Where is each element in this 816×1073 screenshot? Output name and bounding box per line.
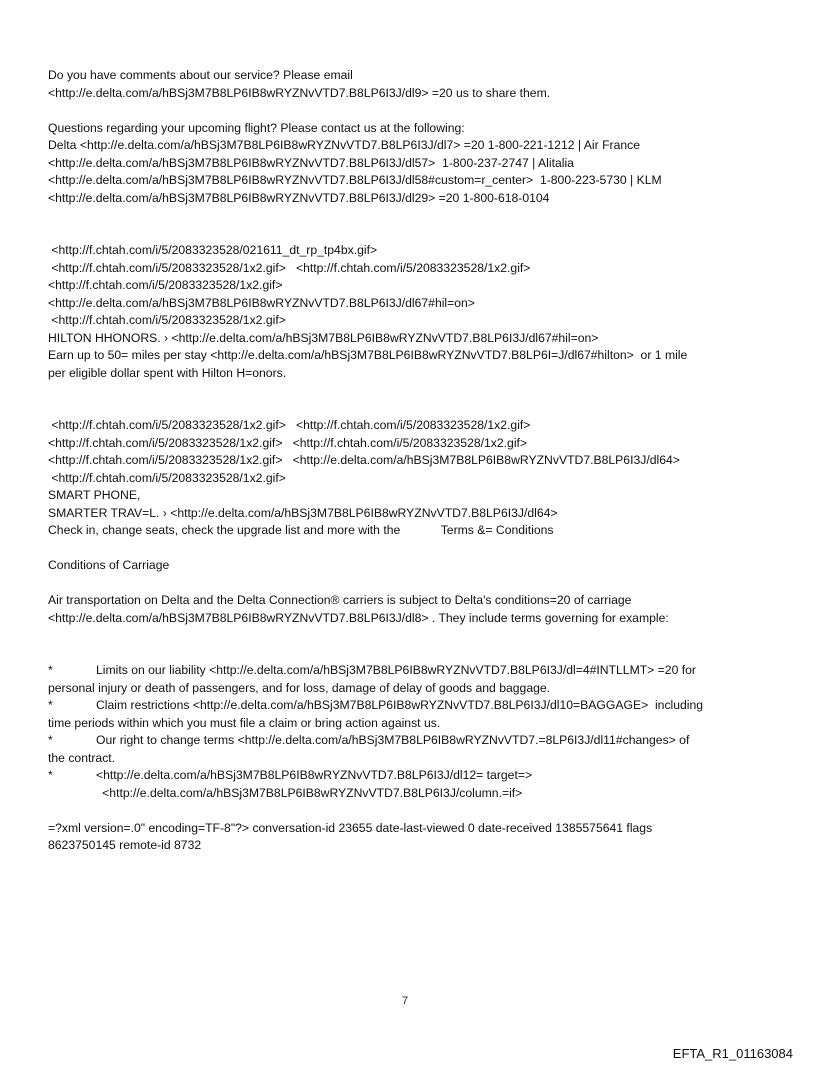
bullet-continuation: personal injury or death of passengers, and for loss, damage of delay of goods and baggage. <box>48 680 551 695</box>
text-line: Earn up to 50= miles per stay <http://e.delta.com/a/hBSj3M7B8LP6IB8wRYZNvVTD7.B8LP6I=J/dl67#hilton> or 1 mile <box>48 348 688 362</box>
text-line: HILTON HHONORS. › <http://e.delta.com/a/hBSj3M7B8LP6IB8wRYZNvVTD7.B8LP6I3J/dl67#hil=on> <box>48 330 599 345</box>
text-line: <http://e.delta.com/a/hBSj3M7B8LP6IB8wRYZNvVTD7.B8LP6I3J/dl67#hil=on> <box>48 295 475 310</box>
text-line: Questions regarding your upcoming flight? Please contact us at the following: <box>48 120 465 135</box>
text-line: Delta <http://e.delta.com/a/hBSj3M7B8LP6IB8wRYZNvVTD7.B8LP6I3J/dl7> =20 1-800-221-1212 | Air France <box>48 138 640 152</box>
metadata-block <box>48 820 778 855</box>
document-body <box>48 67 778 855</box>
text-line: Do you have comments about our service? Please email <box>48 68 353 82</box>
bullet-text: Claim restrictions <http://e.delta.com/a/hBSj3M7B8LP6IB8wRYZNvVTD7.B8LP6I3J/dl10=BAGGAGE> including <box>96 698 704 712</box>
bullet-item <box>48 662 778 697</box>
text-line: SMART PHONE, <box>48 488 141 502</box>
text-line: <http://e.delta.com/a/hBSj3M7B8LP6IB8wRYZNvVTD7.B8LP6I3J/dl8> . They include terms governing for example: <box>48 610 669 625</box>
bullet-marker: * <box>48 698 53 712</box>
text-line: <http://f.chtah.com/i/5/2083323528/021611_dt_rp_tp4bx.gif> <box>48 243 378 257</box>
text-line: <http://f.chtah.com/i/5/2083323528/1x2.gif> <http://f.chtah.com/i/5/2083323528/1x2.gif> <box>48 435 528 450</box>
text-line: <http://f.chtah.com/i/5/2083323528/1x2.gif> <http://f.chtah.com/i/5/2083323528/1x2.gif> <box>48 418 531 432</box>
text-line: SMARTER TRAV=L. › <http://e.delta.com/a/hBSj3M7B8LP6IB8wRYZNvVTD7.B8LP6I3J/dl64> <box>48 505 558 520</box>
hilton-block <box>48 242 778 382</box>
bullet-continuation: time periods within which you must file a claim or bring action against us. <box>48 715 441 730</box>
bullet-item <box>48 697 778 732</box>
bullet-continuation: <http://e.delta.com/a/hBSj3M7B8LP6IB8wRYZNvVTD7.B8LP6I3J/column.=if> <box>48 785 523 800</box>
bullet-list <box>48 662 778 802</box>
text-line: =?xml version=.0" encoding=TF-8"?> conversation-id 23655 date-last-viewed 0 date-received 1385575641 flags <box>48 820 653 835</box>
text-line: <http://f.chtah.com/i/5/2083323528/1x2.gif> <http://f.chtah.com/i/5/2083323528/1x2.gif> <box>48 260 531 275</box>
bullet-marker: * <box>48 663 53 677</box>
feedback-block <box>48 67 778 102</box>
bullet-text: Limits on our liability <http://e.delta.com/a/hBSj3M7B8LP6IB8wRYZNvVTD7.B8LP6I3J/dl=4#INTLLMT> =20 for <box>96 663 696 677</box>
bullet-marker: * <box>48 733 53 747</box>
text-line: <http://e.delta.com/a/hBSj3M7B8LP6IB8wRYZNvVTD7.B8LP6I3J/dl9> =20 us to share them. <box>48 85 551 100</box>
bullet-text: Our right to change terms <http://e.delta.com/a/hBSj3M7B8LP6IB8wRYZNvVTD7.=8LP6I3J/dl11#changes> of <box>96 733 690 747</box>
text-line: Check in, change seats, check the upgrade list and more with the Terms &= Conditions <box>48 523 554 537</box>
contact-block <box>48 120 778 208</box>
carriage-block <box>48 592 778 627</box>
bullet-item <box>48 767 778 802</box>
text-line: <http://f.chtah.com/i/5/2083323528/1x2.gif> <box>48 278 283 292</box>
text-line: <http://f.chtah.com/i/5/2083323528/1x2.gif> <box>48 313 286 327</box>
bullet-item <box>48 732 778 767</box>
bullet-marker: * <box>48 768 53 782</box>
smartphone-block <box>48 417 778 540</box>
text-line: per eligible dollar spent with Hilton H=onors. <box>48 365 287 380</box>
text-line: <http://e.delta.com/a/hBSj3M7B8LP6IB8wRYZNvVTD7.B8LP6I3J/dl58#custom=r_center> 1-800-223-5730 | KLM <box>48 173 662 187</box>
text-line: <http://f.chtah.com/i/5/2083323528/1x2.gif> <http://e.delta.com/a/hBSj3M7B8LP6IB8wRYZNvVTD7.B8LP6I3J/dl64> <box>48 453 680 467</box>
text-line: <http://e.delta.com/a/hBSj3M7B8LP6IB8wRYZNvVTD7.B8LP6I3J/dl29> =20 1-800-618-0104 <box>48 190 550 205</box>
conditions-heading-block <box>48 557 778 575</box>
section-heading: Conditions of Carriage <box>48 558 170 572</box>
document-id: EFTA_R1_01163084 <box>672 1046 793 1061</box>
bullet-text: <http://e.delta.com/a/hBSj3M7B8LP6IB8wRYZNvVTD7.B8LP6I3J/dl12= target=> <box>96 768 533 782</box>
text-line: <http://e.delta.com/a/hBSj3M7B8LP6IB8wRYZNvVTD7.B8LP6I3J/dl57> 1-800-237-2747 | Alitalia <box>48 155 574 170</box>
text-line: Air transportation on Delta and the Delta Connection® carriers is subject to Delta's conditions=20 of carriage <box>48 593 632 607</box>
bullet-continuation: the contract. <box>48 750 116 765</box>
text-line: 8623750145 remote-id 8732 <box>48 838 202 852</box>
text-line: <http://f.chtah.com/i/5/2083323528/1x2.gif> <box>48 470 286 485</box>
page-number: 7 <box>402 995 409 1007</box>
